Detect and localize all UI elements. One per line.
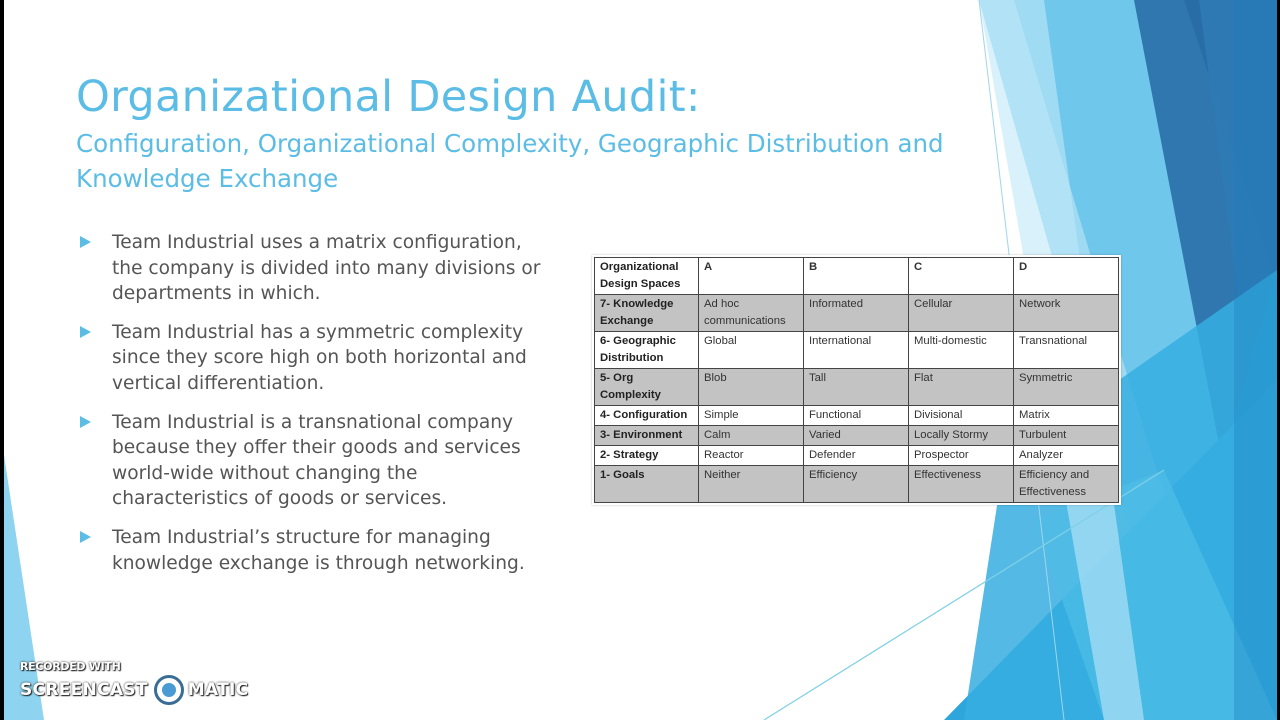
bullet-text: Team Industrial has a symmetric complexity since they score high on both horizontal and vertical differentiation. [112,321,527,394]
bullet-item [76,320,556,397]
table-cell: 3- Environment [595,426,699,446]
table-cell: Simple [699,406,804,426]
table-cell: International [804,332,909,369]
table-row [595,369,1119,406]
table-header-cell: A [699,258,804,295]
table-header-cell: D [1014,258,1119,295]
table-cell: Analyzer [1014,446,1119,466]
table-cell: Global [699,332,804,369]
table-cell: Varied [804,426,909,446]
slide-title: Organizational Design Audit: [76,72,701,122]
table-header-row [595,258,1119,295]
table-cell: Neither [699,466,804,503]
table-cell: Flat [909,369,1014,406]
table-row [595,295,1119,332]
bullet-text: Team Industrial’s structure for managing knowledge exchange is through networking. [112,526,525,574]
table-cell: 5- Org Complexity [595,369,699,406]
table-cell: 7- Knowledge Exchange [595,295,699,332]
screencast-watermark [20,660,248,705]
bullet-text: Team Industrial is a transnational company because they offer their goods and services world-wide without changing the characteristics of goods or services. [112,411,521,510]
table-cell: Divisional [909,406,1014,426]
table-cell: Reactor [699,446,804,466]
watermark-brand-right: MATIC [187,680,249,700]
triangle-bullet-icon [80,531,91,543]
triangle-bullet-icon [80,236,91,248]
table-cell: Transnational [1014,332,1119,369]
bullet-item [76,230,556,307]
table-row [595,446,1119,466]
table-cell: Cellular [909,295,1014,332]
table-cell: Blob [699,369,804,406]
table-cell: 2- Strategy [595,446,699,466]
table-cell: 1- Goals [595,466,699,503]
table-header-cell: Organizational Design Spaces [595,258,699,295]
screencast-o-matic-logo-icon [154,675,184,705]
table-cell: Informated [804,295,909,332]
table-header-cell: C [909,258,1014,295]
table-cell: Efficiency and Effectiveness [1014,466,1119,503]
table-cell: Locally Stormy [909,426,1014,446]
table-cell: Matrix [1014,406,1119,426]
table-cell: Functional [804,406,909,426]
table-header-cell: B [804,258,909,295]
triangle-bullet-icon [80,416,91,428]
table-cell: Ad hoc communications [699,295,804,332]
design-spaces-table-image [592,255,1121,505]
table-cell: Multi-domestic [909,332,1014,369]
table-row [595,332,1119,369]
table-cell: 6- Geographic Distribution [595,332,699,369]
table-cell: Efficiency [804,466,909,503]
table-cell: Network [1014,295,1119,332]
table-cell: Symmetric [1014,369,1119,406]
table-cell: Effectiveness [909,466,1014,503]
bullet-item [76,410,556,512]
table-cell: Defender [804,446,909,466]
table-row [595,406,1119,426]
triangle-bullet-icon [80,326,91,338]
table-row [595,426,1119,446]
watermark-brand-left: SCREENCAST [20,680,148,700]
table-row [595,466,1119,503]
logo-dot [162,683,176,697]
table-cell: Turbulent [1014,426,1119,446]
design-spaces-table [594,257,1119,503]
bullet-item [76,525,556,576]
slide-subtitle: Configuration, Organizational Complexity, Geographic Distribution and Knowledge Exchange [76,129,944,193]
table-cell: Calm [699,426,804,446]
table-cell: Tall [804,369,909,406]
watermark-recorded-with: RECORDED WITH [20,660,121,673]
presentation-slide [4,0,1277,720]
bullet-text: Team Industrial uses a matrix configuration, the company is divided into many divisions or departments in which. [112,232,541,305]
table-cell: Prospector [909,446,1014,466]
table-cell: 4- Configuration [595,406,699,426]
watermark-brand [20,675,248,705]
bullet-list [76,230,556,589]
